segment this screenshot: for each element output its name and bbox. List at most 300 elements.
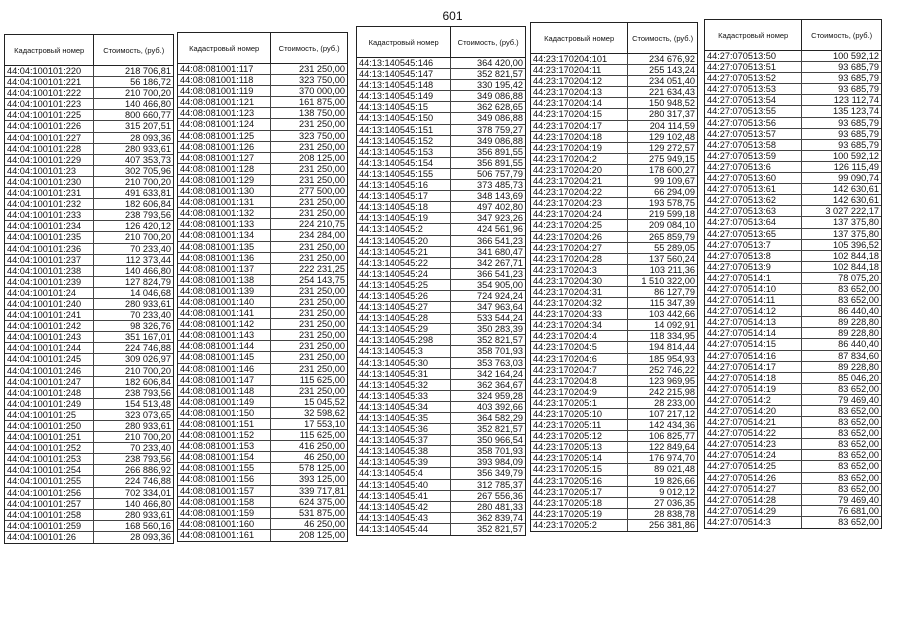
table-row: [178, 175, 347, 186]
table-header: [178, 33, 347, 64]
cadastral-number-cell: 44:27:070514:20: [705, 406, 802, 416]
table-row: [531, 254, 697, 265]
cost-cell: 265 859,79: [649, 231, 695, 242]
table-row: [531, 464, 697, 475]
cost-cell: 356 349,79: [477, 468, 523, 479]
cost-cell: 137 375,80: [833, 228, 879, 239]
cadastral-number-cell: 44:27:070514:17: [705, 362, 802, 372]
cost-cell: 231 250,00: [299, 296, 345, 307]
table-row: [357, 391, 525, 402]
cost-cell: 210 700,20: [125, 176, 171, 187]
cadastral-number-cell: 44:04:100101:248: [5, 388, 94, 398]
cost-cell: 231 250,00: [299, 385, 345, 396]
cost-cell: 280 317,37: [649, 109, 695, 120]
cost-cell: 14 046,68: [130, 287, 171, 298]
cost-cell: 349 086,88: [477, 113, 523, 124]
cost-cell: 85 046,20: [838, 372, 879, 383]
cost-cell: 79 469,40: [838, 394, 879, 405]
table-row: [5, 310, 173, 321]
cadastral-number-cell: 44:27:070514:18: [705, 373, 802, 383]
table-row: [357, 191, 525, 202]
cadastral-number-cell: 44:04:100101:24: [5, 288, 94, 298]
cadastral-number-cell: 44:04:100101:25: [5, 410, 94, 420]
cadastral-number-cell: 44:13:140545:32: [357, 380, 451, 390]
cost-cell: 724 924,24: [477, 290, 523, 301]
table-row: [531, 520, 697, 531]
table-row: [5, 266, 173, 277]
table-row: [357, 69, 525, 80]
cadastral-number-cell: 44:27:070513:63: [705, 206, 802, 216]
cost-cell: 531 875,00: [299, 507, 345, 518]
cadastral-number-cell: 44:08:081001:137: [178, 264, 271, 274]
table-row: [705, 395, 881, 406]
cadastral-number-cell: 44:08:081001:132: [178, 208, 271, 218]
cadastral-number-cell: 44:08:081001:151: [178, 419, 271, 429]
cadastral-number-cell: 44:13:140545:149: [357, 91, 451, 101]
cadastral-number-cell: 44:13:140545:44: [357, 524, 451, 535]
cadastral-number-cell: 44:13:140545:151: [357, 125, 451, 135]
cadastral-number-cell: 44:23:170205:17: [531, 487, 628, 497]
cadastral-number-cell: 44:27:070513:62: [705, 195, 802, 205]
table-row: [357, 269, 525, 280]
cadastral-number-cell: 44:08:081001:147: [178, 375, 271, 385]
cadastral-number-cell: 44:23:170204:31: [531, 287, 628, 297]
cadastral-number-cell: 44:23:170204:3: [531, 265, 628, 275]
cost-cell: 66 294,09: [654, 187, 695, 198]
cadastral-number-cell: 44:08:081001:143: [178, 330, 271, 340]
table-row: [705, 217, 881, 228]
table-row: [531, 143, 697, 154]
cost-cell: 358 701,93: [477, 346, 523, 357]
cost-cell: 324 959,28: [477, 390, 523, 401]
table-row: [178, 208, 347, 219]
table-row: [531, 387, 697, 398]
table-row: [178, 119, 347, 130]
cadastral-number-cell: 44:08:081001:157: [178, 486, 271, 496]
cost-cell: 224 746,88: [125, 476, 171, 487]
table-row: [5, 443, 173, 454]
table-row: [5, 188, 173, 199]
cadastral-number-cell: 44:13:140545:155: [357, 169, 451, 179]
cost-cell: 100 592,12: [833, 150, 879, 161]
cadastral-table-2: [177, 32, 348, 542]
cadastral-number-cell: 44:13:140545:40: [357, 480, 451, 490]
cost-cell: 83 652,00: [838, 461, 879, 472]
cost-cell: 393 984,09: [477, 457, 523, 468]
cost-cell: 349 086,88: [477, 91, 523, 102]
cost-cell: 231 250,00: [299, 330, 345, 341]
cadastral-number-cell: 44:04:100101:231: [5, 188, 94, 198]
table-row: [705, 106, 881, 117]
cadastral-number-cell: 44:08:081001:121: [178, 97, 271, 107]
cost-cell: 70 233,40: [130, 310, 171, 321]
table-row: [531, 187, 697, 198]
cost-cell: 112 373,44: [125, 254, 171, 265]
cost-cell: 533 544,24: [477, 313, 523, 324]
table-row: [178, 142, 347, 153]
cadastral-number-cell: 44:08:081001:146: [178, 364, 271, 374]
table-row: [531, 442, 697, 453]
cadastral-number-cell: 44:08:081001:117: [178, 64, 271, 74]
cadastral-number-cell: 44:13:140545:4: [357, 468, 451, 478]
cadastral-number-cell: 44:27:070513:57: [705, 129, 802, 139]
cost-cell: 83 652,00: [838, 283, 879, 294]
cost-cell: 342 267,71: [477, 257, 523, 268]
table-row: [705, 151, 881, 162]
table-row: [178, 64, 347, 75]
cost-cell: 83 652,00: [838, 483, 879, 494]
table-row: [357, 402, 525, 413]
cost-cell: 231 250,00: [299, 352, 345, 363]
table-row: [178, 419, 347, 430]
table-row: [178, 508, 347, 519]
cost-cell: 46 250,00: [304, 452, 345, 463]
table-row: [5, 121, 173, 132]
table-row: [5, 410, 173, 421]
cost-cell: 89 228,80: [838, 328, 879, 339]
cadastral-number-cell: 44:04:100101:242: [5, 321, 94, 331]
table-row: [178, 153, 347, 164]
cadastral-number-cell: 44:23:170204:24: [531, 209, 628, 219]
table-row: [178, 86, 347, 97]
cadastral-number-cell: 44:27:070514:29: [705, 506, 802, 516]
cadastral-number-cell: 44:13:140545:37: [357, 435, 451, 445]
cost-cell: 255 143,24: [649, 65, 695, 76]
cost-cell: 347 923,26: [477, 213, 523, 224]
table-row: [705, 428, 881, 439]
cadastral-number-cell: 44:23:170204:34: [531, 320, 628, 330]
table-row: [5, 66, 173, 77]
cadastral-number-cell: 44:08:081001:141: [178, 308, 271, 318]
cadastral-number-cell: 44:08:081001:118: [178, 75, 271, 85]
cadastral-number-cell: 44:13:140545:38: [357, 446, 451, 456]
table-row: [357, 102, 525, 113]
table-row: [531, 276, 697, 287]
cadastral-number-cell: 44:04:100101:26: [5, 532, 94, 543]
cost-header: Стоимость, (руб.): [632, 33, 694, 43]
cadastral-number-cell: 44:04:100101:246: [5, 366, 94, 376]
cost-cell: 140 466,80: [125, 99, 171, 110]
cadastral-number-cell: 44:04:100101:249: [5, 399, 94, 409]
cadastral-number-cell: 44:04:100101:243: [5, 332, 94, 342]
cost-cell: 497 402,80: [477, 202, 523, 213]
cadastral-number-cell: 44:04:100101:251: [5, 432, 94, 442]
cost-cell: 193 578,75: [649, 198, 695, 209]
cadastral-number-cell: 44:13:140545:29: [357, 324, 451, 334]
cadastral-number-cell: 44:08:081001:150: [178, 408, 271, 418]
cost-cell: 356 891,55: [477, 157, 523, 168]
cost-cell: 89 228,80: [838, 361, 879, 372]
table-row: [357, 346, 525, 357]
cadastral-table-3: [356, 26, 526, 536]
table-row: [531, 209, 697, 220]
table-row: [531, 132, 697, 143]
table-row: [705, 73, 881, 84]
table-row: [5, 321, 173, 332]
cost-cell: 142 434,36: [649, 420, 695, 431]
cost-header: Стоимость, (руб.): [278, 43, 340, 53]
cost-cell: 210 700,20: [125, 432, 171, 443]
cost-cell: 83 652,00: [838, 472, 879, 483]
table-row: [705, 339, 881, 350]
table-row: [5, 277, 173, 288]
cadastral-number-cell: 44:27:070514:13: [705, 317, 802, 327]
table-row: [178, 397, 347, 408]
cadastral-number-cell: 44:08:081001:128: [178, 164, 271, 174]
table-row: [5, 432, 173, 443]
cost-cell: 83 652,00: [838, 406, 879, 416]
cadastral-number-cell: 44:23:170204:2: [531, 154, 628, 164]
cadastral-number-cell: 44:08:081001:125: [178, 131, 271, 141]
cost-cell: 154 513,48: [125, 398, 171, 409]
table-header: [705, 20, 881, 51]
cadastral-number-cell: 44:08:081001:136: [178, 253, 271, 263]
table-row: [178, 375, 347, 386]
cadastral-number-cell: 44:27:070514:12: [705, 306, 802, 316]
table-row: [531, 232, 697, 243]
cadastral-number-cell: 44:23:170205:11: [531, 420, 628, 430]
table-row: [357, 224, 525, 235]
cadastral-number-cell: 44:13:140545:31: [357, 369, 451, 379]
table-row: [178, 297, 347, 308]
table-row: [5, 343, 173, 354]
cadastral-table-4: [530, 22, 698, 532]
cadastral-number-cell: 44:04:100101:233: [5, 210, 94, 220]
cadastral-number-cell: 44:04:100101:255: [5, 476, 94, 486]
cost-cell: 127 824,79: [125, 276, 171, 287]
cost-cell: 86 127,79: [654, 286, 695, 297]
cost-cell: 349 086,88: [477, 135, 523, 146]
table-row: [5, 144, 173, 155]
table-row: [5, 255, 173, 266]
cost-cell: 102 844,18: [833, 250, 879, 261]
table-row: [357, 424, 525, 435]
table-row: [705, 206, 881, 217]
table-row: [357, 213, 525, 224]
cost-cell: 254 143,75: [299, 274, 345, 285]
cadastral-number-cell: 44:23:170204:101: [531, 54, 628, 64]
cadastral-number-cell: 44:23:170204:4: [531, 331, 628, 341]
cadastral-number-cell: 44:08:081001:119: [178, 86, 271, 96]
cost-cell: 27 036,35: [654, 497, 695, 508]
table-row: [531, 453, 697, 464]
cost-cell: 231 250,00: [299, 64, 345, 74]
cadastral-number-cell: 44:27:070514:26: [705, 473, 802, 483]
cadastral-number-cell: 44:08:081001:155: [178, 463, 271, 473]
cost-cell: 182 606,84: [125, 199, 171, 210]
table-row: [531, 287, 697, 298]
table-row: [705, 140, 881, 151]
table-row: [705, 173, 881, 184]
cadastral-number-cell: 44:13:140545:21: [357, 247, 451, 257]
cost-cell: 83 652,00: [838, 428, 879, 439]
cost-cell: 323 750,00: [299, 75, 345, 86]
cadastral-number-cell: 44:23:170204:7: [531, 365, 628, 375]
cost-cell: 362 628,65: [477, 102, 523, 113]
cost-cell: 231 250,00: [299, 197, 345, 208]
table-row: [705, 417, 881, 428]
cadastral-table-1: [4, 34, 174, 544]
cadastral-number-cell: 44:04:100101:230: [5, 177, 94, 187]
table-row: [705, 284, 881, 295]
cost-cell: 231 250,00: [299, 252, 345, 263]
cadastral-number-cell: 44:13:140545:15: [357, 102, 451, 112]
cost-cell: 115 625,00: [299, 374, 345, 385]
cost-cell: 55 289,05: [654, 242, 695, 253]
cadastral-number-cell: 44:23:170204:15: [531, 109, 628, 119]
table-row: [5, 133, 173, 144]
cadastral-number-cell: 44:23:170204:27: [531, 243, 628, 253]
cadastral-number-cell: 44:27:070513:53: [705, 84, 802, 94]
cost-cell: 103 211,36: [649, 264, 695, 275]
cadastral-number-cell: 44:27:070514:14: [705, 328, 802, 338]
cost-cell: 354 905,00: [477, 279, 523, 290]
cadastral-number-cell: 44:08:081001:149: [178, 397, 271, 407]
table-row: [531, 76, 697, 87]
table-row: [705, 517, 881, 528]
cost-cell: 208 125,00: [299, 152, 345, 163]
table-row: [357, 291, 525, 302]
cost-cell: 87 834,60: [838, 350, 879, 361]
cadastral-number-cell: 44:27:070514:27: [705, 484, 802, 494]
table-row: [5, 454, 173, 465]
cadastral-number-cell: 44:13:140545:152: [357, 136, 451, 146]
table-row: [178, 452, 347, 463]
cost-cell: 103 442,66: [649, 309, 695, 320]
cost-cell: 123 969,95: [649, 375, 695, 386]
cadastral-number-cell: 44:08:081001:131: [178, 197, 271, 207]
cost-cell: 231 250,00: [299, 341, 345, 352]
cadastral-number-cell: 44:23:170205:18: [531, 498, 628, 508]
table-header: [531, 23, 697, 54]
cadastral-number-cell: 44:08:081001:139: [178, 286, 271, 296]
cost-cell: 28 233,00: [654, 397, 695, 408]
table-row: [705, 439, 881, 450]
cost-cell: 341 680,47: [477, 246, 523, 257]
cost-cell: 107 217,12: [649, 409, 695, 419]
table-row: [705, 317, 881, 328]
table-row: [357, 136, 525, 147]
cost-cell: 14 092,91: [654, 320, 695, 331]
cadastral-number-cell: 44:27:070514:21: [705, 417, 802, 427]
table-row: [531, 121, 697, 132]
cost-cell: 491 633,81: [125, 188, 171, 199]
cadastral-number-cell: 44:13:140545:2: [357, 224, 451, 234]
cadastral-number-cell: 44:08:081001:127: [178, 153, 271, 163]
cadastral-table-5: [704, 19, 882, 529]
table-row: [531, 342, 697, 353]
cadastral-number-cell: 44:13:140545:22: [357, 258, 451, 268]
cost-cell: 140 466,80: [125, 265, 171, 276]
table-row: [531, 165, 697, 176]
table-row: [531, 98, 697, 109]
table-row: [178, 186, 347, 197]
cost-cell: 115 625,00: [299, 430, 345, 441]
cost-cell: 231 250,00: [299, 363, 345, 374]
cadastral-number-cell: 44:13:140545:30: [357, 358, 451, 368]
cadastral-number-cell: 44:04:100101:236: [5, 244, 94, 254]
table-row: [178, 131, 347, 142]
cadastral-number-cell: 44:27:070513:58: [705, 140, 802, 150]
cost-cell: 137 375,80: [833, 217, 879, 228]
cadastral-number-cell: 44:23:170205:2: [531, 520, 628, 531]
cadastral-number-cell: 44:04:100101:234: [5, 221, 94, 231]
cost-cell: 98 326,76: [130, 321, 171, 332]
cost-cell: 266 886,92: [125, 465, 171, 476]
cadastral-number-cell: 44:23:170205:13: [531, 442, 628, 452]
cadastral-number-cell: 44:13:140545:18: [357, 202, 451, 212]
table-row: [178, 497, 347, 508]
table-row: [5, 99, 173, 110]
table-row: [178, 164, 347, 175]
table-row: [705, 461, 881, 472]
table-row: [178, 319, 347, 330]
table-row: [705, 506, 881, 517]
cadastral-number-cell: 44:23:170205:12: [531, 431, 628, 441]
cadastral-number-cell: 44:27:070513:7: [705, 240, 802, 250]
cadastral-number-cell: 44:13:140545:20: [357, 236, 451, 246]
cadastral-number-cell: 44:23:170204:22: [531, 187, 628, 197]
cost-cell: 89 021,48: [654, 464, 695, 475]
cost-cell: 403 392,66: [477, 401, 523, 412]
cadastral-number-cell: 44:13:140545:16: [357, 180, 451, 190]
cadastral-number-cell: 44:13:140545:39: [357, 457, 451, 467]
cadastral-number-cell: 44:04:100101:239: [5, 277, 94, 287]
cost-cell: 312 785,37: [477, 479, 523, 490]
cost-cell: 76 681,00: [838, 505, 879, 516]
cadastral-number-cell: 44:04:100101:237: [5, 255, 94, 265]
cadastral-number-cell: 44:13:140545:150: [357, 113, 451, 123]
cost-cell: 231 250,00: [299, 285, 345, 296]
table-row: [5, 332, 173, 343]
table-row: [705, 95, 881, 106]
cadastral-number-cell: 44:27:070513:9: [705, 262, 802, 272]
cadastral-number-cell: 44:27:070514:11: [705, 295, 802, 305]
table-row: [705, 162, 881, 173]
cadastral-number-cell: 44:27:070514:25: [705, 461, 802, 471]
cost-cell: 79 469,40: [838, 494, 879, 505]
cadastral-number-cell: 44:04:100101:252: [5, 443, 94, 453]
cost-cell: 350 283,39: [477, 324, 523, 335]
table-row: [5, 399, 173, 410]
cadastral-number-cell: 44:08:081001:134: [178, 230, 271, 240]
table-row: [178, 408, 347, 419]
table-row: [178, 364, 347, 375]
table-header: [357, 27, 525, 58]
table-row: [531, 154, 697, 165]
cadastral-number-cell: 44:27:070513:64: [705, 217, 802, 227]
cost-cell: 70 233,40: [130, 443, 171, 454]
cadastral-number-cell: 44:04:100101:223: [5, 99, 94, 109]
cost-cell: 351 167,01: [125, 332, 171, 343]
cadastral-number-cell: 44:23:170205:1: [531, 398, 628, 408]
cost-cell: 231 250,00: [299, 208, 345, 219]
cost-cell: 578 125,00: [299, 463, 345, 474]
cadastral-number-cell: 44:27:070513:59: [705, 151, 802, 161]
cost-cell: 407 353,73: [125, 154, 171, 165]
cost-cell: 137 560,24: [649, 253, 695, 264]
cost-cell: 224 746,88: [125, 343, 171, 354]
cost-cell: 393 125,00: [299, 474, 345, 485]
cadastral-number-cell: 44:23:170205:15: [531, 464, 628, 474]
table-row: [5, 354, 173, 365]
table-row: [357, 91, 525, 102]
cost-cell: 105 396,52: [833, 239, 879, 250]
table-row: [357, 324, 525, 335]
table-row: [531, 198, 697, 209]
cadastral-number-cell: 44:27:070514:10: [705, 284, 802, 294]
cost-cell: 99 109,67: [654, 176, 695, 187]
